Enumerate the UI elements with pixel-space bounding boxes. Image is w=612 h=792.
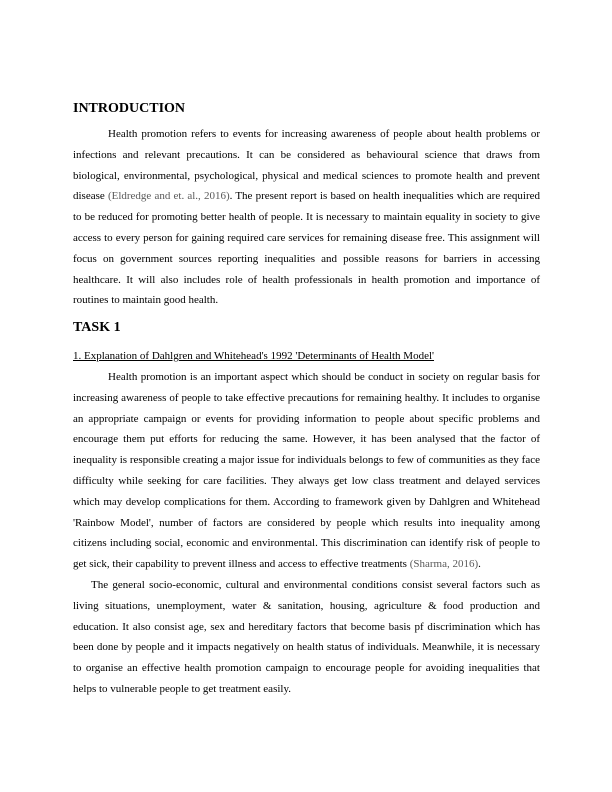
introduction-citation: (Eldredge and et. al., 2016) xyxy=(107,190,230,203)
task1-paragraph-2: The general socio-economic, cultural and environmental conditions consist several factors such as living situations, unemployment, water & sanitation, housing, agriculture & food production and education. It also consist age, sex and hereditary factors that become basis pf discrimination which has been done by people and it impacts negatively on health status of individuals. Meanwhile, it is necessary to organise an effective health promotion campaign to encourage people for avoiding inequalities that helps to vulnerable people to get treatment easily. xyxy=(73,578,540,695)
document-page xyxy=(73,100,540,700)
task1-heading: TASK 1 xyxy=(73,320,121,336)
introduction-text-1: Health promotion refers to events for increasing awareness of people about health problems or infections and relevant precautions. It can be considered as behavioural science that draws from biological, environmental, psychological, physical and medical sciences to promote health and prevent disease xyxy=(73,128,540,203)
task1-para1-text-1: Health promotion is an important aspect which should be conduct in society on regular basis for increasing awareness of people to take effective precautions for remaining healthy. It includes to organise an appropriate campaign or events for providing information to people about specific problems and encourage them put efforts for reducing the same. However, it has been analysed that the factor of inequality is responsible creating a major issue for individuals belongs to few of communities as they face difficulty while seeking for care facilities. They always get low class treatment and delayed services which may develop complications for them. According to framework given by Dahlgren and Whitehead 'Rainbow Model', number of factors are considered by people which results into inequality among citizens including social, economic and environmental. This discrimination can identify risk of people to get sick, their capability to prevent illness and access to effective treatments xyxy=(73,370,540,571)
task1-paragraph-1 xyxy=(73,367,540,575)
task1-subheading: 1. Explanation of Dahlgren and Whitehead's 1992 'Determinants of Health Model' xyxy=(73,350,435,363)
introduction-text-2: . The present report is based on health inequalities which are required to be reduced for promoting better health of people. It is necessary to maintain equality in society to give access to every person for gaining required care services for remaining disease free. This assignment will focus on government sources reporting inequalities and possible reasons for barriers in accessing healthcare. It will also includes role of health professionals in health promotion and importance of routines to maintain good health. xyxy=(73,190,541,307)
introduction-heading: INTRODUCTION xyxy=(73,101,186,116)
task1-para1-citation: (Sharma, 2016) xyxy=(409,558,479,571)
task1-para1-text-2: . xyxy=(478,558,481,571)
introduction-paragraph xyxy=(73,124,540,311)
